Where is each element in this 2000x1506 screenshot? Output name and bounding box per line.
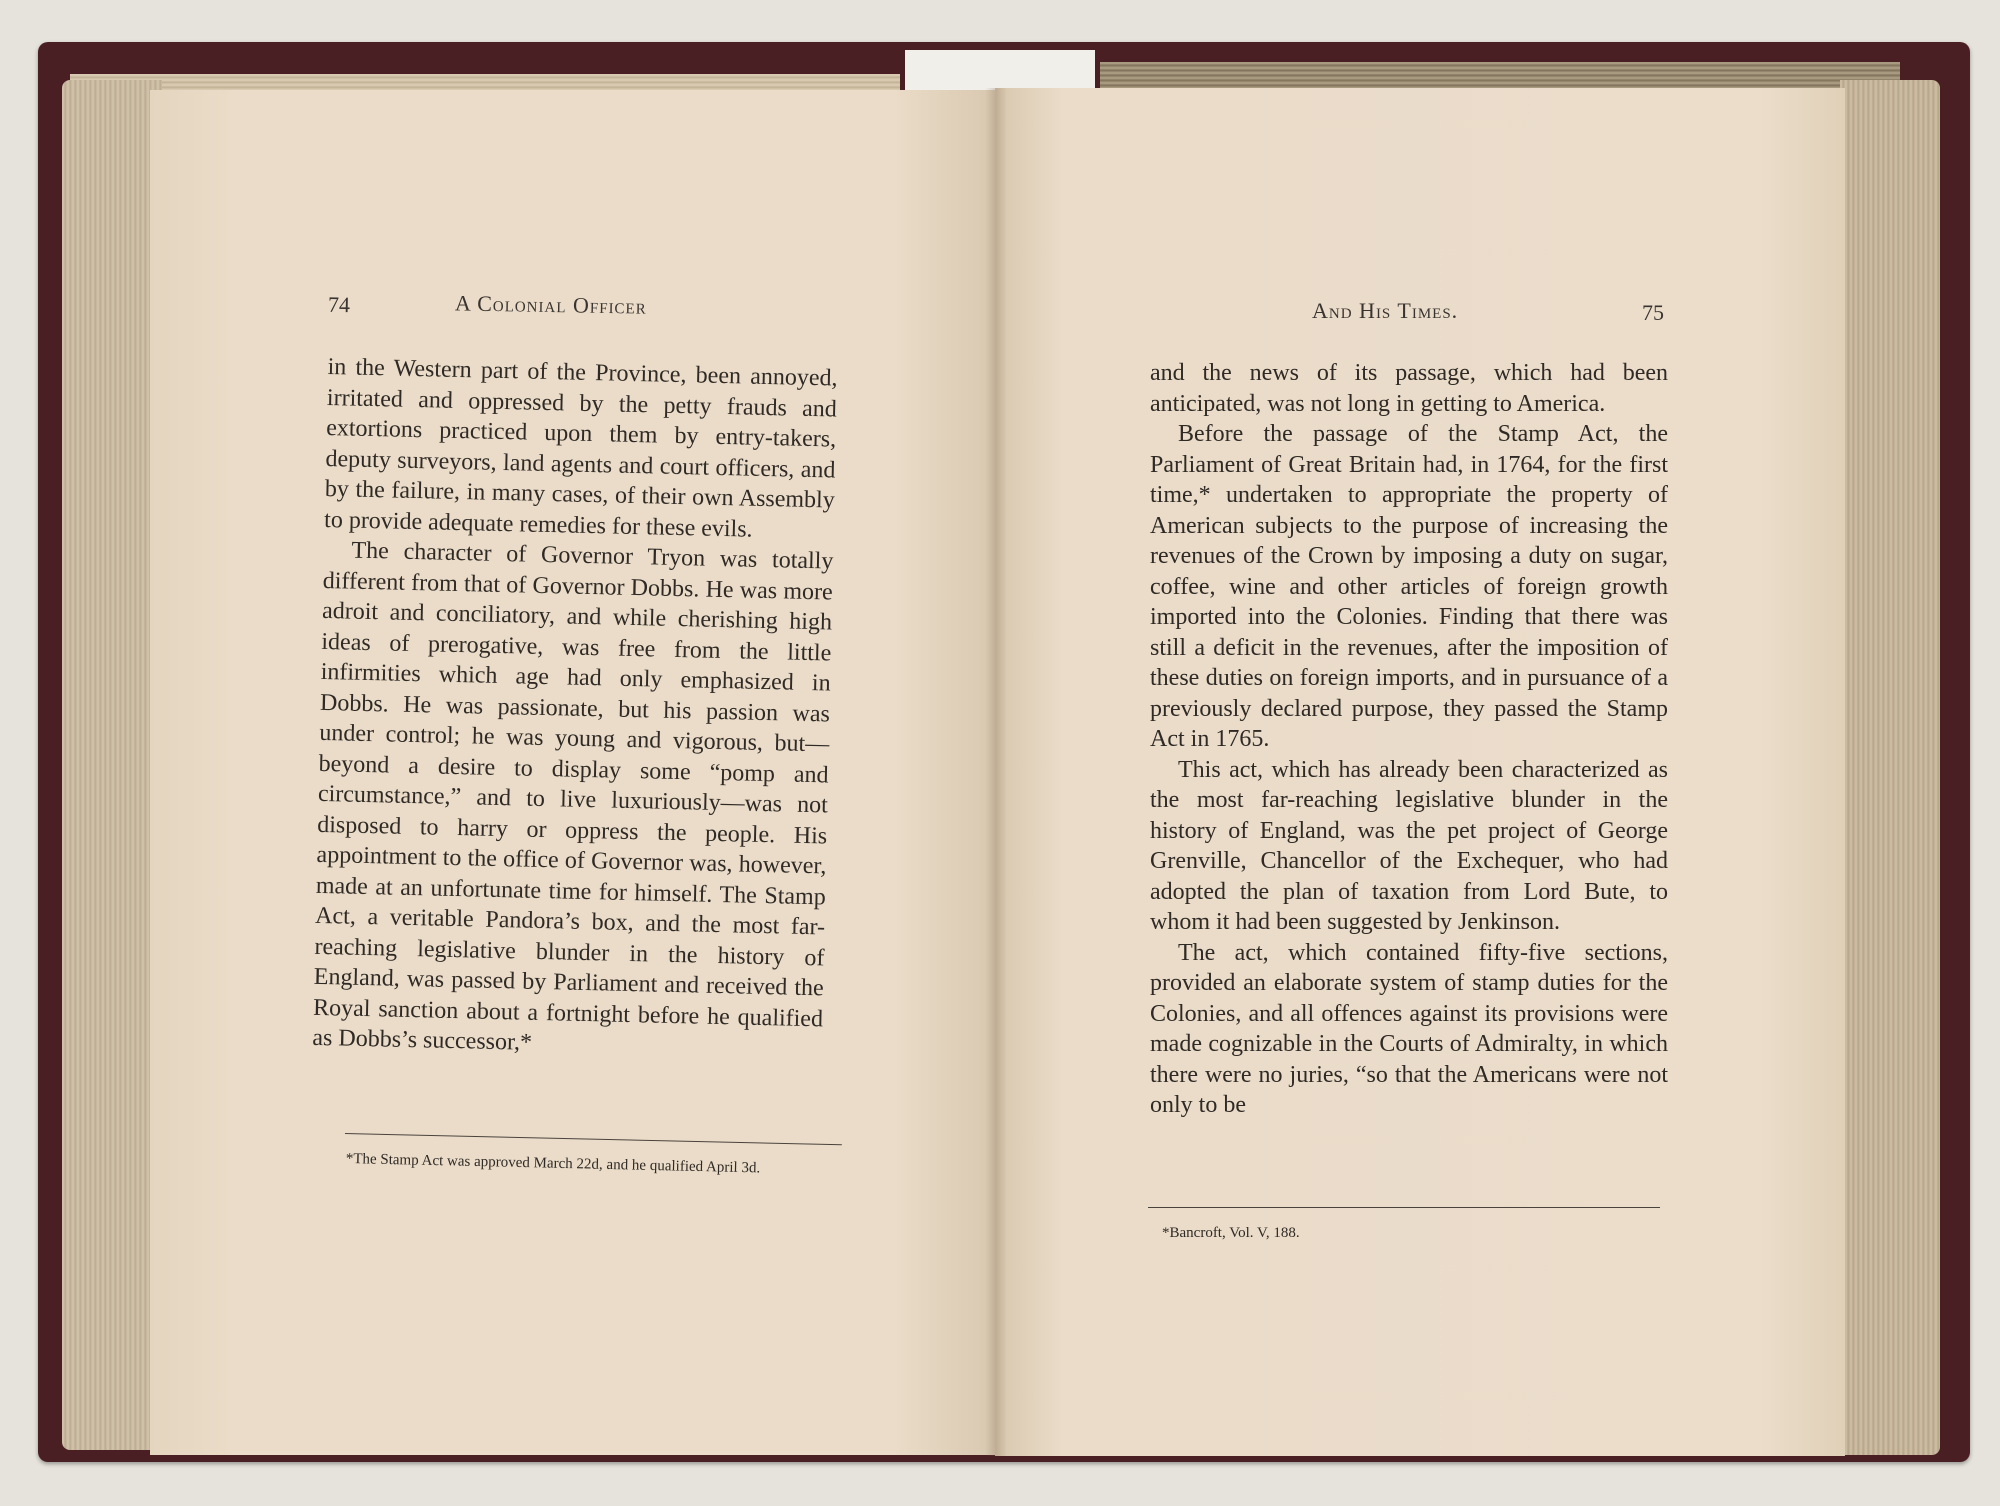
right-paragraph-1: and the news of its passage, which had been anticipated, was not long in getting to America. [1150,360,1668,417]
right-footnote: *Bancroft, Vol. V, 188. [1162,1225,1300,1241]
left-footnote: *The Stamp Act was approved March 22d, and he qualified April 3d. [345,1150,761,1177]
book-gutter [985,88,1007,1456]
left-paragraph-2: The character of Governor Tryon was totally different from that of Governor Dobbs. He was more adroit and conciliatory, and while cherishing high ideas of prerogative, was free from the little infirmities which age had only emphasized in Dobbs. He was passionate, but his passion was under control; he was young and vigorous, but—beyond a desire to display some “pomp and circumstance,” and to live luxuriously—was not disposed to harry or oppress the people. His appointment to the office of Governor was, however, made at an unfortunate time for himself. The Stamp Act, a veritable Pandora’s box, and the most far-reaching legislative blunder in the history of England, was passed by Parliament and received the Royal sanction about a fortnight before he qualified as Dobbs’s successor,* [312,537,834,1056]
right-paragraph-4: The act, which contained fifty-five sections, provided an elaborate system of stamp duties for the Colonies, and all offences against its provisions were made cognizable in the Courts of Admiralty, in which there were no juries, “so that the Americans were not only to be [1150,939,1668,1118]
left-page-body [312,352,838,1065]
left-page-number: 74 [327,291,351,318]
right-page-body [1150,358,1668,1121]
left-running-head: A Colonial Officer [454,290,647,319]
right-page-number: 75 [1642,300,1664,325]
page-edges-left [62,80,162,1450]
page-edges-right [1840,80,1940,1455]
right-running-head: And His Times. [1312,298,1459,323]
left-paragraph-1: in the Western part of the Province, been annoyed, irritated and oppressed by the petty frauds and extortions practiced upon them by entry-takers, deputy surveyors, land agents and court officers, and by the failure, in many cases, of their own Assembly to provide adequate remedies for these evils. [323,353,838,543]
right-footnote-rule [1148,1207,1660,1208]
right-paragraph-2: Before the passage of the Stamp Act, the Parliament of Great Britain had, in 1764, for the first time,* undertaken to appropriate the property of American subjects to the purpose of increasing the revenues of the Crown by imposing a duty on sugar, coffee, wine and other articles of foreign growth imported into the Colonies. Finding that there was still a deficit in the revenues, after the imposition of these duties on foreign imports, and in pursuance of a previously declared purpose, they passed the Stamp Act in 1765. [1150,421,1668,752]
spine-gap [905,50,1095,90]
right-paragraph-3: This act, which has already been characterized as the most far-reaching legislative blunder in the history of England, was the pet project of George Grenville, Chancellor of the Exchequer, who had adopted the plan of taxation from Lord Bute, to whom it had been suggested by Jenkinson. [1150,756,1668,935]
